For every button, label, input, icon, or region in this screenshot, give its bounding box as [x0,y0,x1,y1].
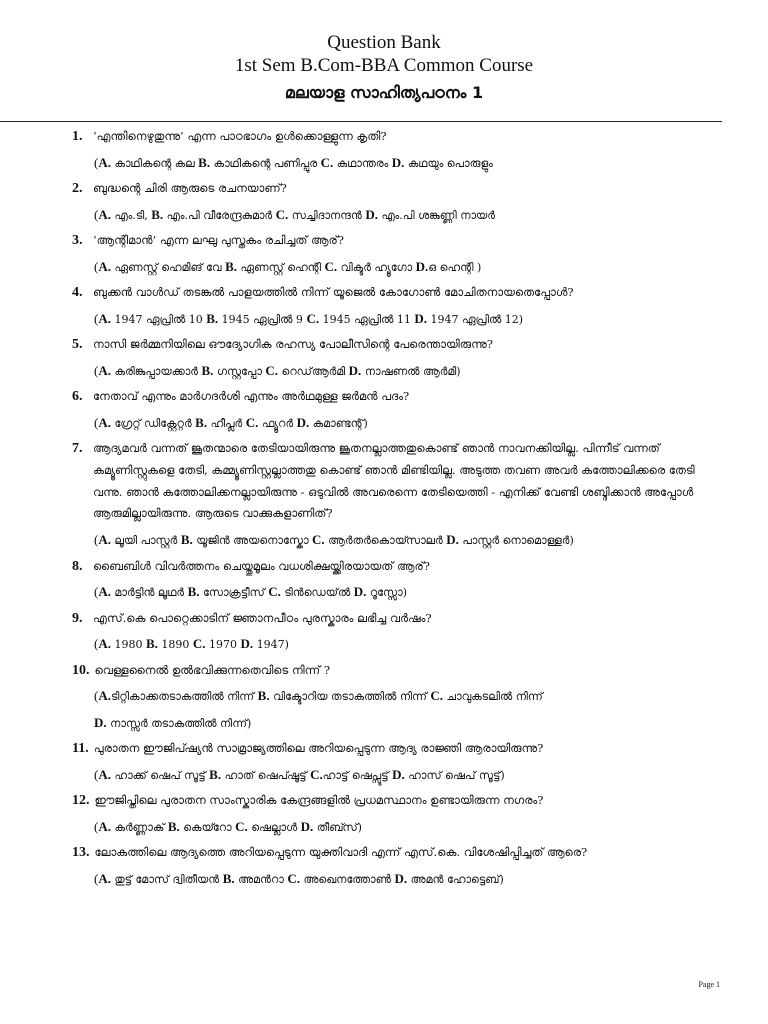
question-item [72,790,722,838]
option-label: C. [275,206,289,222]
option-label: A. [98,532,111,548]
answer-options: (A. തുട്ട് മോസ് ദ്വിതീയൻ B. അമൻറാ C. അഖെനത്തോൺ D. അമൻ ഹോട്ടെബ്) [94,870,504,886]
option-text: തീബ്സ്) [316,820,362,834]
question-item [72,556,722,604]
option-label: A. [98,362,111,378]
question-item [72,842,722,890]
answer-options: (A. മാർട്ടിൻ ലൂഥർ B. സോക്രട്ടീസ് C. ടിൻഡെയ്ൽ D. റൂസ്സോ) [94,584,408,600]
question-item [72,334,722,382]
option-label: A. [98,258,111,274]
question-text: ‘ആന്റിമാൻ’ എന്ന ലഘു പുസ്തകം രചിച്ചത് ആര്? [93,233,344,247]
option-label: D. [394,870,408,886]
option-text: 1980 [114,638,146,652]
question-text: ഈജിപ്തിലെ പുരാതന സാംസ്കാരിക കേന്ദ്രങ്ങളിൽ പ്രധമസ്ഥാനം ഉണ്ടായിരുന്ന നഗരം? [94,793,544,808]
question-text: ബുക്കൻ വാൾഡ് തടങ്കൽ പാളയത്തിൽ നിന്ന് യൂജെൽ കോഗോൺ മോചിതനായതെപ്പോൾ? [93,285,574,299]
option-text: കഥാന്തരം [336,156,392,170]
option-text: തുട്ട് മോസ് ദ്വിതീയൻ [114,872,223,886]
document-header [0,32,768,108]
option-label: A. [98,688,111,704]
option-label: D. [392,766,405,782]
option-label: D. [391,154,405,170]
question-item [72,386,722,434]
option-text: വിക്ടോറിയ തടാകത്തിൽ നിന്ന് [273,690,431,704]
option-label: D. [240,636,254,652]
question-number: 4. [72,285,83,300]
option-label: A. [98,584,111,600]
option-text: ടിൻഡെയ്ൽ [284,586,354,600]
question-text: ബുദ്ധന്റെ ചിരി ആരുടെ രചനയാണ്? [93,181,287,195]
answer-options: (A. 1947 ഏപ്രിൽ 10 B. 1945 ഏപ്രിൽ 9 C. 1945 ഏപ്രിൽ 11 D. 1947 ഏപ്രിൽ 12) [94,310,524,326]
option-text: നാസ്സർ തടാകത്തിൽ നിന്ന്) [110,716,252,730]
option-label: B. [195,414,208,430]
subject-title: മലയാള സാഹിത്യപഠനം 1 [284,83,484,102]
question-text: എസ്.കെ പൊറ്റെക്കാടിന് ജ്ഞാനപീഠം പുരസ്കാരം ലഭിച്ച വർഷം? [93,610,432,625]
question-number: 11. [72,741,89,757]
option-text: ഗ്രേറ്റ് ഡിക്റ്റേറ്റർ [114,416,196,430]
option-text: കെയ്റോ [183,820,236,834]
question-item [72,282,722,330]
question-item [72,738,722,786]
option-label: C. [324,258,338,274]
answer-options: (A. ഏണസ്റ്റ് ഹെമിങ് വേ B. ഏണസ്റ്റ് ഹെന്റി C. വിക്ടർ ഹ്യൂഗോ D.ഒ ഹെന്റി ) [94,258,482,274]
option-text: റെഡ്ആർമി [281,364,349,378]
option-text: സോക്രട്ടീസ് [203,586,269,600]
question-number: 5. [72,337,83,352]
question-text: ബൈബിൾ വിവർത്തനം ചെയ്തുമൂലം വധശിക്ഷയ്ക്കിരയായത് ആര്? [93,558,430,573]
option-label: C. [245,414,259,430]
question-text: ആദ്യമവർ വന്നത് ജൂതന്മാരെ തേടിയായിരുന്നു ജൂതനല്ലാത്തതുകൊണ്ട് ഞാൻ നാവനക്കിയില്ല. പിന്നീട് വന്നത് കമ്യൂണിസ്റ്റുകളെ തേടി, കമ്മ്യൂണിസ്റ്റല്ലാത്തതു കൊണ്ട് ഞാൻ മിണ്ടിയില്ല. അടുത്ത തവണ അവർ കത്തോലിക്കരെ തേടി വന്നു. ഞാൻ കത്തോലിക്കനല്ലായിരുന്നു - ഒടുവിൽ അവരെന്നെ തേടിയെത്തി - എനിക്ക് വേണ്ടി ശബ്ദിക്കാൻ അപ്പോൾ ആരുമില്ലായിരുന്നു. ആരുടെ വാക്കുകളാണിത്? [93,441,695,521]
question-number: 13. [72,845,90,861]
option-label: A. [98,766,111,782]
question-item [72,608,722,656]
option-text: 1945 ഏപ്രിൽ 9 [221,312,307,326]
question-text: ലോകത്തിലെ ആദ്യത്തെ അറിയപ്പെടുന്ന യുക്തിവാദി എന്ന് എസ്.കെ. വിശേഷിപ്പിച്ചത് ആരെ? [94,845,588,860]
page-number: Page 1 [698,980,720,989]
answer-options: (A. എം.ടി, B. എം.പി വീരേന്ദ്രകുമാർ C. സച്ചിദാനന്ദൻ D. എം.പി ശങ്കുണ്ണി നായർ [94,206,495,222]
question-item [72,438,722,552]
option-text: കർണ്ണാക് [114,820,168,834]
option-text: ഒ ഹെന്റി ) [428,260,482,274]
option-label: B. [209,766,222,782]
question-item [72,178,722,226]
option-label: B. [201,362,214,378]
option-text: ഹാട്ട് ഷെപ്സൂട്ട് [322,768,393,782]
answer-options: (A. കരിങ്കുപ്പായക്കാർ B. ഗസ്റ്റപ്പോ C. റെഡ്ആർമി D. നാഷണൽ ആർമി) [94,362,461,378]
option-label: B. [167,818,180,834]
option-label: B. [180,532,193,548]
option-label: A. [98,414,111,430]
option-text: എം.പി വീരേന്ദ്രകുമാർ [166,208,276,222]
option-text: കമാണ്ടന്റ്) [312,416,368,430]
option-label: B. [206,310,219,326]
option-label: C. [312,532,325,548]
document-title: Question Bank [327,32,441,53]
option-label: A. [98,818,111,834]
option-label: D. [296,414,310,430]
option-label: D. [94,714,107,730]
option-text: 1890 [161,638,193,652]
option-label: D. [365,206,378,222]
option-label: C. [268,584,281,600]
question-text: ‘എന്തിനെഴുതുന്നു’ എന്ന പാഠഭാഗം ഉൾക്കൊള്ളുന്ന കൃതി? [93,129,387,143]
option-label: D. [353,584,367,600]
option-text: പാസ്റ്റർ നൊമൊള്ളർ) [462,534,574,548]
question-number: 6. [72,389,83,404]
option-text: 1947 ഏപ്രിൽ 12) [430,312,524,326]
option-text: ചാവുകടലിൽ നിന്ന് [446,690,543,704]
question-number: 8. [72,558,83,574]
option-label: C. [320,154,334,170]
option-text: 1970 [209,638,241,652]
option-label: B. [225,258,237,274]
option-label: C. [192,636,206,652]
question-text: വെള്ളനൈൽ ഉൽഭവിക്കുന്നതെവിടെ നിന്ന് ? [94,662,331,677]
option-text: മാർട്ടിൻ ലൂഥർ [114,586,188,600]
answer-options-continued [72,712,722,735]
course-title: 1st Sem B.Com-BBA Common Course [234,55,534,76]
option-text: 1947 ഏപ്രിൽ 10 [114,312,207,326]
question-item [72,230,722,278]
option-text: എം.ടി, [114,208,152,222]
answer-options: (A. ഹാക്ക് ഷെപ് സൂട്ട് B. ഹാത് ഷെപ്ഷൂട്ട് C.ഹാട്ട് ഷെപ്സൂട്ട് D. ഹാസ് ഷെപ് സൂട്ട്) [94,766,505,782]
option-label: C. [265,362,279,378]
option-text: അഖെനത്തോൺ [303,872,395,886]
option-label: B. [198,154,211,170]
answer-options: (A.ടിറ്റികാക്കതടാകത്തിൽ നിന്ന് B. വിക്ടോറിയ തടാകത്തിൽ നിന്ന് C. ചാവുകടലിൽ നിന്ന് [94,688,543,704]
option-text: 1947) [256,638,289,652]
option-label: B. [222,870,235,886]
question-number: 10. [72,662,90,678]
option-text: ഗസ്റ്റപ്പോ [216,364,266,378]
answer-options: (A. 1980 B. 1890 C. 1970 D. 1947) [94,636,289,652]
option-text: അമൻറാ [238,872,288,886]
option-label: D. [446,532,459,548]
option-label: A. [98,206,111,222]
option-text: കാഥികന്റെ കല [114,156,199,170]
header-divider [0,121,722,122]
option-text: ഹാക്ക് ഷെപ് സൂട്ട് [114,768,210,782]
answer-options: (A. ലൂയി പാസ്റ്റർ B. യൂജിൻ അയനൊസ്കോ C. ആർതർകൊയ്സാലർ D. പാസ്റ്റർ നൊമൊള്ളർ) [94,532,574,548]
question-number: 1. [72,129,83,144]
question-text: നാസി ജർമ്മനിയിലെ ഔദ്യോഗിക രഹസ്യ പോലീസിന്റെ പേരെന്തായിരുന്നു? [93,337,493,351]
option-label: C. [235,818,248,834]
option-text: എം.പി ശങ്കുണ്ണി നായർ [381,208,495,222]
answer-options: (A. ഗ്രേറ്റ് ഡിക്റ്റേറ്റർ B. ഹീപ്ലർ C. ഫ്യൂറർ D. കമാണ്ടന്റ്) [94,414,368,430]
question-list [72,126,722,894]
option-label: D. [300,818,314,834]
option-label: D. [415,258,429,274]
question-number: 9. [72,610,83,626]
option-text: ആർതർകൊയ്സാലർ [328,534,447,548]
option-text: കാഥികന്റെ പണിപ്പുര [213,156,321,170]
option-label: B. [145,636,158,652]
option-text: അമൻ ഹോട്ടെബ്) [410,872,504,886]
option-text: ലൂയി പാസ്റ്റർ [114,534,181,548]
option-text: കരിങ്കുപ്പായക്കാർ [114,364,202,378]
option-text: ഫ്യൂറർ [261,416,297,430]
option-text: ഹാസ് ഷെപ് സൂട്ട്) [408,768,505,782]
answer-options: (A. കർണ്ണാക് B. കെയ്റോ C. ഷെല്ലാൾ D. തീബ്സ്) [94,818,362,834]
option-label: C. [310,766,323,782]
option-text: ഷെല്ലാൾ [251,820,301,834]
question-text: നേതാവ് എന്നും മാർഗദർശി എന്നും അർഥമുള്ള ജർമൻ പദം? [93,389,410,403]
option-text: നാഷണൽ ആർമി) [364,364,461,378]
question-number: 7. [72,441,83,456]
question-number: 3. [72,233,83,248]
option-label: C. [287,870,300,886]
option-text: വിക്ടർ ഹ്യൂഗോ [340,260,416,274]
option-label: A. [98,310,111,326]
option-text: ഏണസ്റ്റ് ഹെന്റി [240,260,325,274]
option-label: B. [257,688,270,704]
option-text: ടിറ്റികാക്കതടാകത്തിൽ നിന്ന് [110,690,258,704]
option-label: A. [98,870,111,886]
option-label: A. [98,636,111,652]
option-text: 1945 ഏപ്രിൽ 11 [322,312,415,326]
option-label: C. [430,688,444,704]
option-text: ഏണസ്റ്റ് ഹെമിങ് വേ [114,260,226,274]
option-text: ഹീപ്ലർ [210,416,246,430]
question-item [72,660,722,735]
option-label: D. [348,362,362,378]
option-text: റൂസ്സോ) [369,586,408,600]
option-label: C. [306,310,320,326]
option-text: കഥയും പൊരുളും [407,156,493,170]
question-number: 12. [72,793,90,809]
answer-options: (A. കാഥികന്റെ കല B. കാഥികന്റെ പണിപ്പുര C. കഥാന്തരം D. കഥയും പൊരുളും [94,154,493,170]
option-label: D. [414,310,427,326]
question-item [72,126,722,174]
question-number: 2. [72,181,83,196]
option-label: A. [98,154,111,170]
option-text: യൂജിൻ അയനൊസ്കോ [196,534,313,548]
option-label: B. [187,584,200,600]
question-text: പുരാതന ഈജിപ്ഷ്യൻ സാമ്രാജ്യത്തിലെ അറിയപ്പെടുന്ന ആദ്യ രാജ്ഞി ആരായിരുന്നു? [93,741,544,756]
option-label: B. [151,206,164,222]
option-text: ഹാത് ഷെപ്ഷൂട്ട് [224,768,311,782]
option-text: സച്ചിദാനന്ദൻ [291,208,366,222]
